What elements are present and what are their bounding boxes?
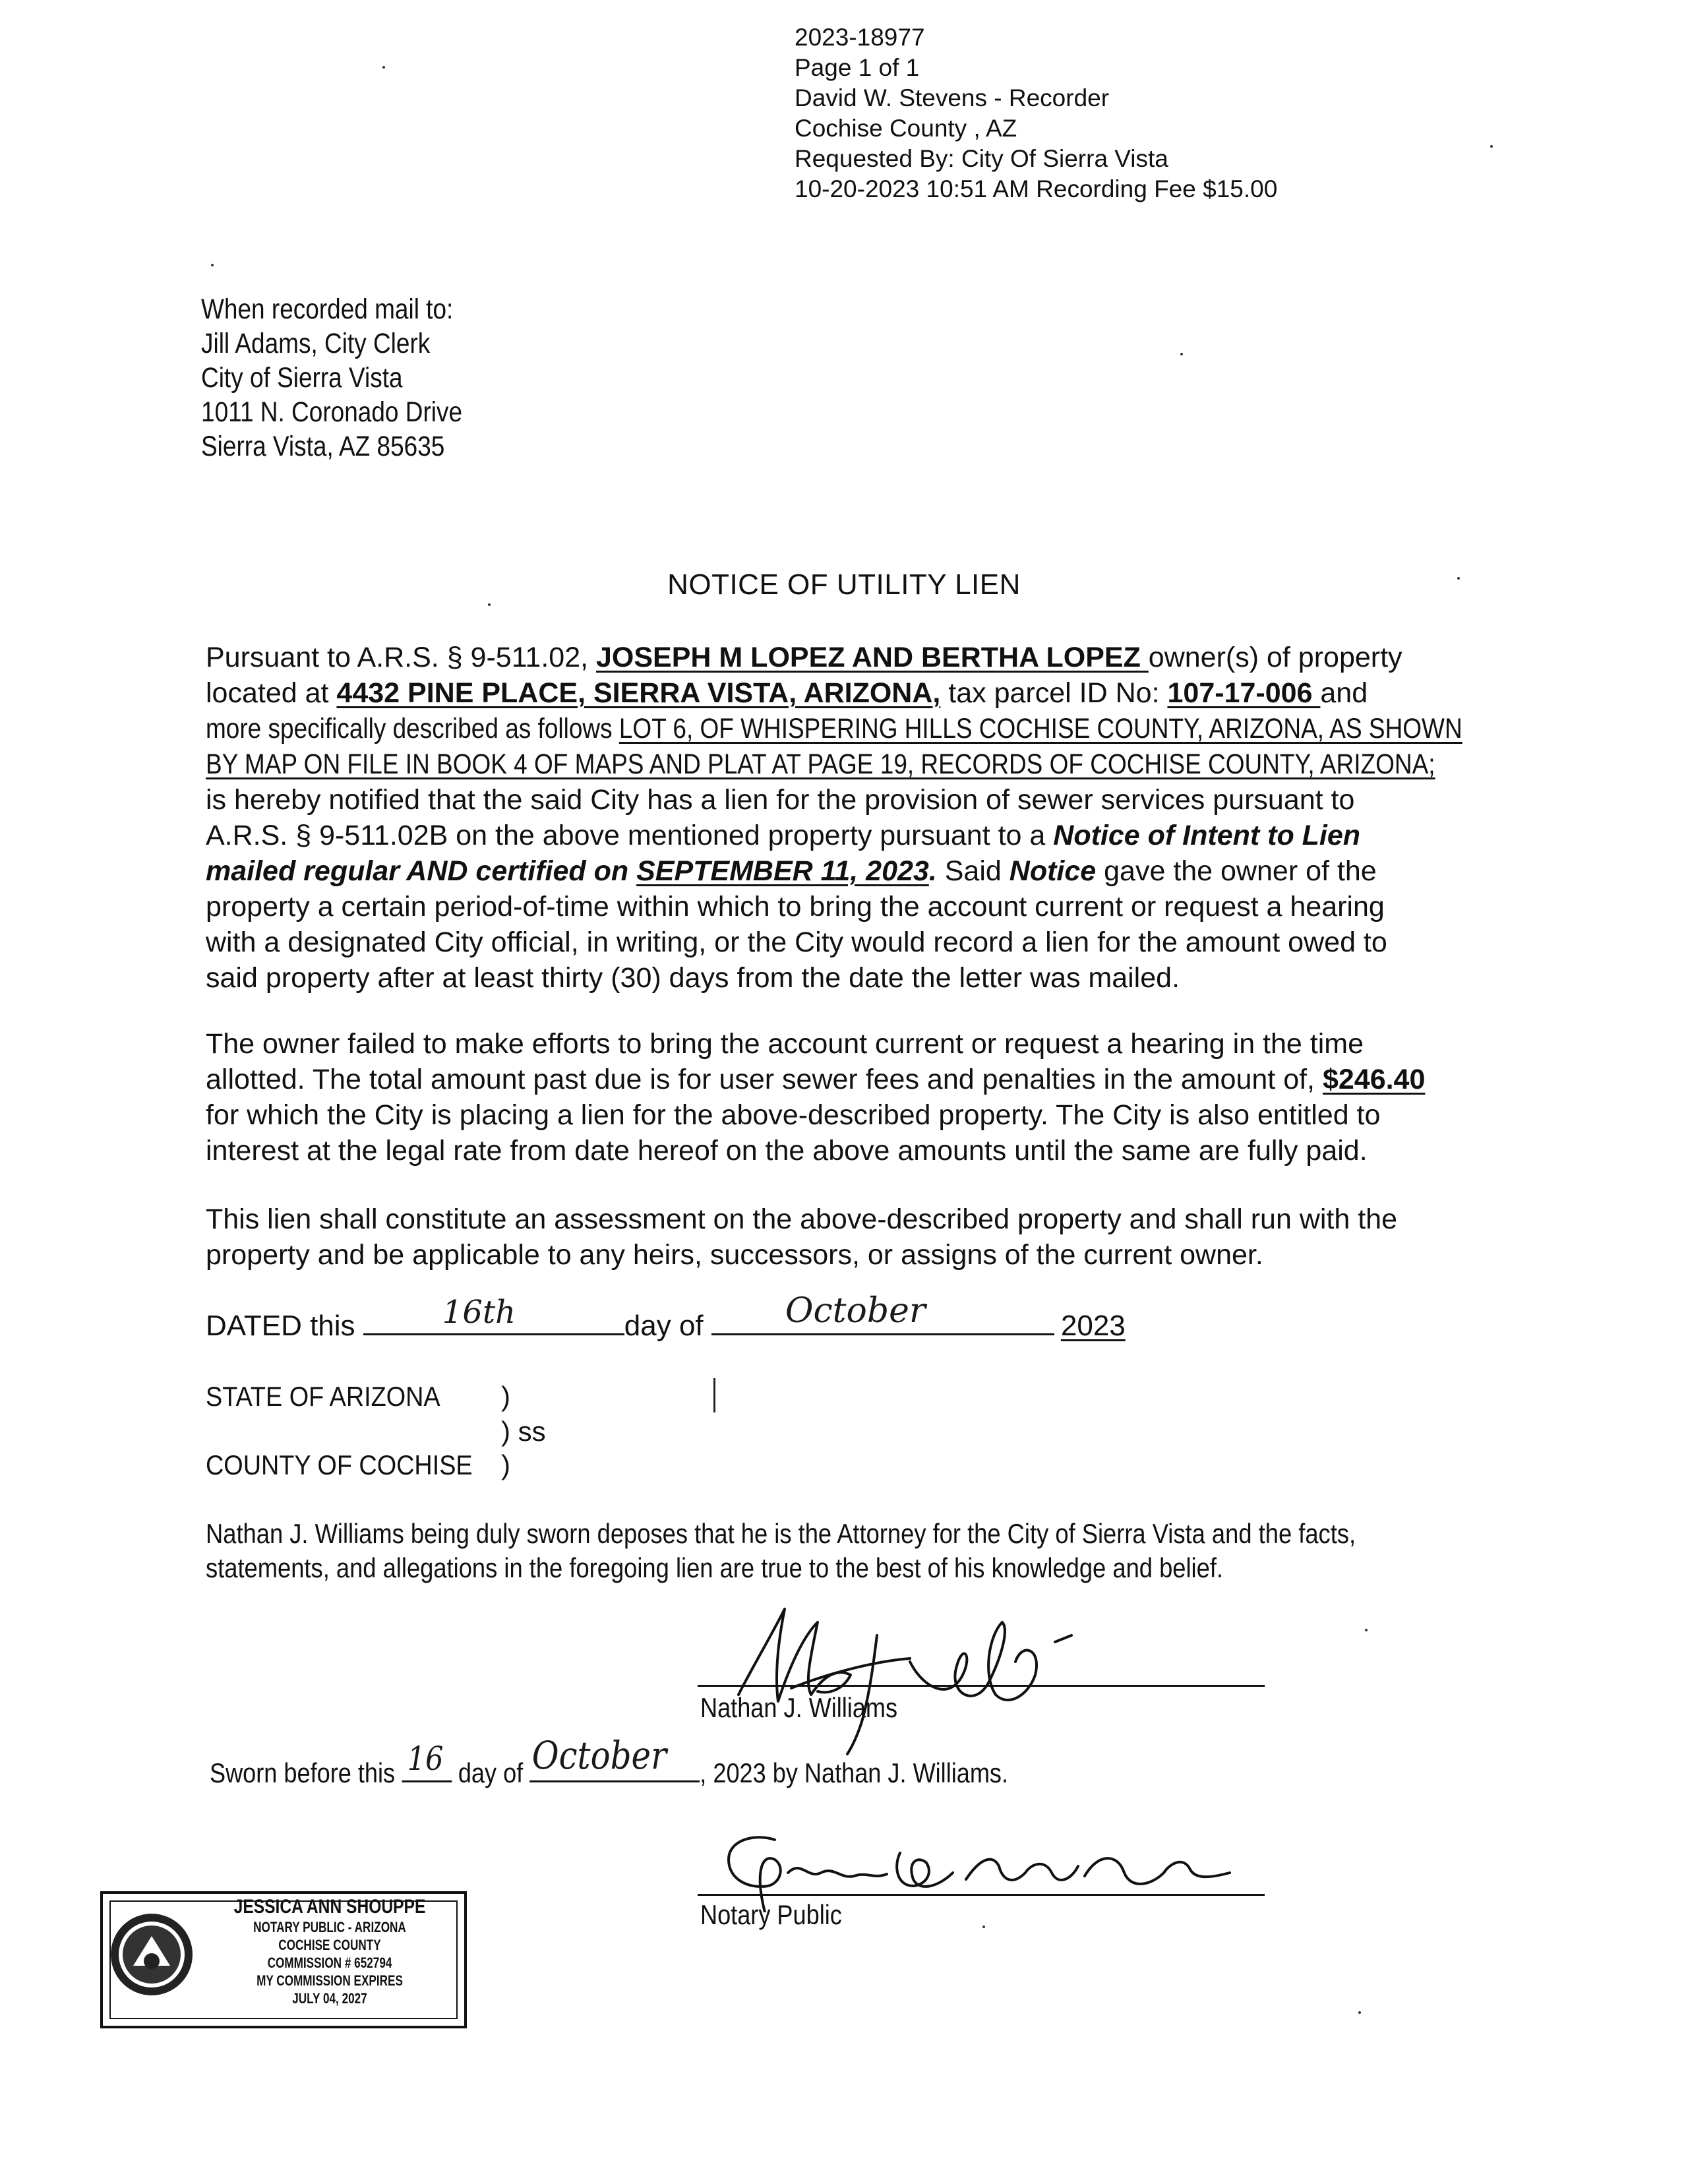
p1-line-3: more specifically described as follows LOT 6, OF WHISPERING HILLS COCHISE COUNTY, ARIZONA, AS SHOWN (206, 713, 1462, 744)
p1-line-6: A.R.S. § 9-511.02B on the above mentioned property pursuant to a Notice of Intent to Lien (206, 820, 1361, 851)
mail-to-org: City of Sierra Vista (201, 362, 403, 394)
p1-line-2: located at 4432 PINE PLACE, SIERRA VISTA, ARIZONA, tax parcel ID No: 107-17-006 and (206, 677, 1368, 709)
legal-description-1: LOT 6, OF WHISPERING HILLS COCHISE COUNTY, ARIZONA, AS SHOWN (618, 713, 1462, 744)
venue-paren-3: ) (501, 1449, 510, 1480)
venue-paren-1: ) (501, 1381, 510, 1412)
venue-county: COUNTY OF COCHISE (206, 1449, 473, 1480)
document-number: 2023-18977 (795, 24, 925, 51)
handwritten-sworn-month: October (531, 1733, 667, 1778)
dated-line: DATED this 16th day of October 2023 (206, 1291, 1126, 1342)
notice-date: SEPTEMBER 11, 2023 (636, 855, 929, 887)
dated-year: 2023 (1060, 1310, 1126, 1342)
venue-state: STATE OF ARIZONA (206, 1381, 440, 1412)
lien-amount: $246.40 (1322, 1064, 1426, 1095)
document-title: NOTICE OF UTILITY LIEN (667, 568, 1021, 601)
signer-name: Nathan J. Williams (700, 1692, 898, 1723)
sworn-day-blank (402, 1740, 452, 1782)
notary-commission-expires-label: MY COMMISSION EXPIRES (256, 1972, 403, 1989)
venue-ss: ) ss (501, 1416, 546, 1447)
p2-line-1: The owner failed to make efforts to bring the account current or request a hearing in the time (206, 1028, 1364, 1060)
scan-speck (1180, 353, 1183, 355)
attorney-signature (712, 1596, 1213, 1767)
notary-public-label: Notary Public (700, 1899, 842, 1930)
recorder-name: David W. Stevens - Recorder (795, 84, 1110, 111)
dated-day-blank (363, 1294, 624, 1335)
owner-names: JOSEPH M LOPEZ AND BERTHA LOPEZ (596, 642, 1149, 673)
dated-month-blank (711, 1291, 1054, 1335)
p1-line-5: is hereby notified that the said City has a lien for the provision of sewer services pursuant to (206, 784, 1355, 816)
oath-line-2: statements, and allegations in the foregoing lien are true to the best of his knowledge and belief. (206, 1552, 1224, 1583)
lien-paragraph-2 (206, 1026, 1482, 1168)
notary-signature-line (698, 1894, 1265, 1896)
handwritten-month: October (785, 1291, 926, 1331)
scan-speck (211, 264, 214, 266)
recording-info (795, 22, 1277, 204)
legal-description-2: BY MAP ON FILE IN BOOK 4 OF MAPS AND PLAT AT PAGE 19, RECORDS OF COCHISE COUNTY, ARIZONA; (206, 748, 1435, 780)
scan-speck (1358, 2011, 1361, 2014)
recording-county: Cochise County , AZ (795, 115, 1017, 142)
notary-stamp-text (198, 1896, 462, 2007)
p2-line-3: for which the City is placing a lien for the above-described property. The City is also entitled to (206, 1099, 1381, 1131)
notary-commission-expiry-date: JULY 04, 2027 (292, 1990, 367, 2007)
scan-speck (982, 1926, 985, 1928)
scan-speck (1365, 1629, 1368, 1631)
page-count: Page 1 of 1 (795, 54, 920, 81)
notary-county: COCHISE COUNTY (278, 1937, 381, 1953)
p3-line-2: property and be applicable to any heirs, successors, or assigns of the current owner. (206, 1239, 1263, 1271)
notary-commission-number: COMMISSION # 652794 (267, 1955, 392, 1971)
parcel-id: 107-17-006 (1167, 677, 1321, 709)
notary-name: JESSICA ANN SHOUPPE (233, 1896, 426, 1918)
scan-speck (382, 66, 385, 69)
mail-to-street: 1011 N. Coronado Drive (201, 396, 463, 428)
p1-line-7: mailed regular AND certified on SEPTEMBER 11, 2023. Said Notice gave the owner of the (206, 855, 1377, 887)
p1-line-4 (206, 746, 1482, 782)
mail-to-block (201, 292, 505, 464)
lien-paragraph-1 (206, 640, 1482, 996)
scan-speck (488, 603, 491, 606)
mail-to-city: Sierra Vista, AZ 85635 (201, 431, 445, 462)
margin-mark (713, 1378, 715, 1412)
p1-line-1: Pursuant to A.R.S. § 9-511.02, JOSEPH M LOPEZ AND BERTHA LOPEZ owner(s) of property (206, 642, 1402, 673)
p1-line-8: property a certain period-of-time within which to bring the account current or request a hearing (206, 891, 1385, 923)
mail-to-name: Jill Adams, City Clerk (201, 328, 431, 359)
scan-speck (1457, 577, 1460, 580)
p3-line-1: This lien shall constitute an assessment on the above-described property and shall run with the (206, 1203, 1398, 1235)
sworn-line: Sworn before this 16 day of October , 2023 by Nathan J. Williams. (210, 1733, 1009, 1788)
p1-line-10: said property after at least thirty (30) days from the date the letter was mailed. (206, 962, 1180, 994)
notary-title: NOTARY PUBLIC - ARIZONA (253, 1919, 406, 1935)
p2-line-4: interest at the legal rate from date hereof on the above amounts until the same are fully paid. (206, 1135, 1368, 1167)
p1-line-9: with a designated City official, in writing, or the City would record a lien for the amount owed to (206, 926, 1387, 958)
property-address: 4432 PINE PLACE, SIERRA VISTA, ARIZONA, (336, 677, 941, 709)
lien-paragraph-3 (206, 1201, 1482, 1273)
signature-line (698, 1685, 1265, 1687)
oath-line-1: Nathan J. Williams being duly sworn deposes that he is the Attorney for the City of Sierra Vista and the facts, (206, 1518, 1356, 1549)
sworn-month-blank (529, 1733, 700, 1782)
arizona-seal-icon (107, 1910, 196, 1999)
scan-speck (1490, 145, 1493, 148)
handwritten-sworn-day: 16 (407, 1740, 444, 1778)
handwritten-day: 16th (442, 1294, 516, 1331)
requested-by: Requested By: City Of Sierra Vista (795, 145, 1168, 172)
p2-line-2: allotted. The total amount past due is for user sewer fees and penalties in the amount of, $246.40 (206, 1064, 1426, 1095)
mail-to-heading: When recorded mail to: (201, 293, 454, 325)
oath-text (206, 1517, 1498, 1585)
recording-datetime-fee: 10-20-2023 10:51 AM Recording Fee $15.00 (795, 175, 1278, 202)
